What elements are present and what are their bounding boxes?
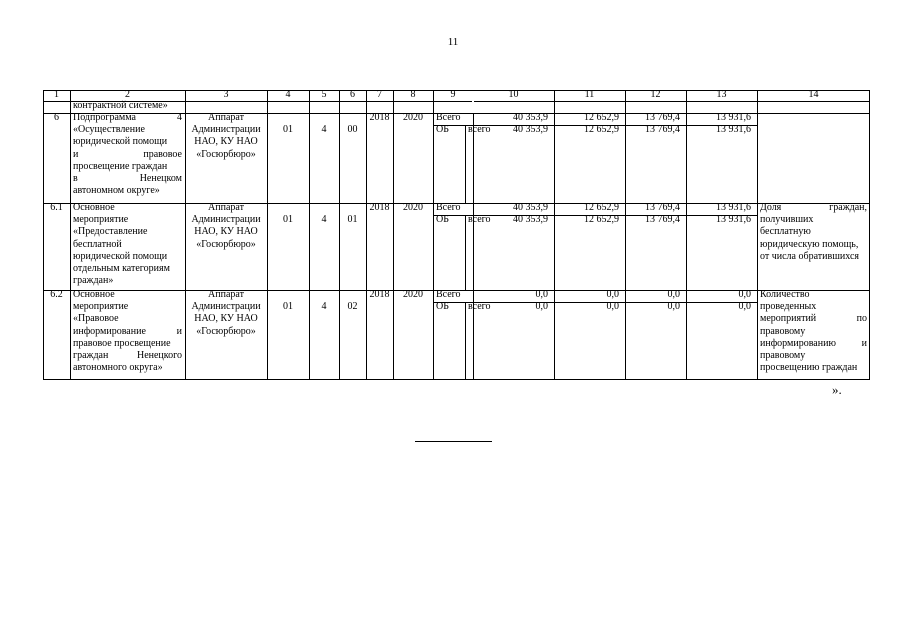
- measure-name-line: автономного округа»: [73, 362, 163, 374]
- amount-ob-col-10: 0,0: [535, 301, 548, 312]
- funding-total-label: Всего: [436, 289, 461, 300]
- amount-total-col-11: 12 652,9: [584, 112, 619, 123]
- measure-name-line: мероприятие: [73, 301, 129, 313]
- amount-total-col-10: 40 353,9: [513, 202, 548, 213]
- measure-name-line: граждан Ненецкого: [73, 350, 182, 361]
- measure-name-line: в Ненецком: [73, 173, 182, 184]
- amount-total-col-13: 13 931,6: [716, 202, 751, 213]
- code-section: 01: [283, 301, 293, 312]
- code-section: 01: [283, 124, 293, 135]
- indicator-line: Доля граждан,: [760, 202, 867, 213]
- header-col-4: 4: [285, 89, 291, 100]
- measure-name-line: юридической помощи: [73, 136, 168, 148]
- header-col-12: 12: [650, 89, 661, 100]
- funding-total-label: Всего: [436, 202, 461, 213]
- code-section: 01: [283, 214, 293, 225]
- code-measure: 01: [347, 214, 358, 225]
- executor-line: НАО, КУ НАО: [194, 313, 258, 325]
- code-measure: 00: [347, 124, 358, 135]
- amount-ob-col-13: 13 931,6: [716, 124, 751, 135]
- header-col-13: 13: [716, 89, 727, 100]
- closing-quote-mark: ».: [832, 382, 842, 397]
- measure-name-line: просвещение граждан: [73, 160, 168, 172]
- header-col-5: 5: [321, 89, 327, 100]
- amount-total-col-12: 0,0: [667, 289, 680, 300]
- indicator-line: Количество: [760, 289, 810, 300]
- amount-ob-col-13: 13 931,6: [716, 214, 751, 225]
- footer-separator-line: [415, 441, 492, 442]
- year-end: 2020: [403, 289, 423, 300]
- year-end: 2020: [403, 112, 423, 123]
- executor-line: «Госюрбюро»: [196, 325, 256, 337]
- executor-line: Администрации: [191, 124, 261, 136]
- indicator-line: бесплатную: [760, 226, 811, 238]
- amount-ob-col-11: 12 652,9: [584, 214, 619, 225]
- funding-source-label: ОБ: [436, 124, 449, 135]
- executor-line: Аппарат: [208, 289, 244, 300]
- measure-name-line: Основное: [73, 202, 115, 213]
- executor-line: «Госюрбюро»: [196, 238, 256, 250]
- executor-line: Аппарат: [208, 202, 244, 213]
- measure-name-line: «Предоставление: [73, 226, 148, 238]
- header-col-2: 2: [125, 89, 130, 100]
- funding-total-label: Всего: [436, 112, 461, 123]
- indicator-line: мероприятий по: [760, 313, 867, 325]
- row-number: 6: [54, 112, 59, 123]
- amount-total-col-11: 0,0: [606, 289, 619, 300]
- amount-ob-col-13: 0,0: [738, 301, 751, 312]
- indicator-line: просвещению граждан: [760, 362, 858, 374]
- measure-name-line: и правовое: [73, 148, 182, 160]
- measure-name-line: информирование и: [73, 325, 182, 337]
- indicator-line: проведенных: [760, 301, 817, 313]
- funding-source-label: ОБ: [436, 214, 449, 225]
- measure-name-line: бесплатной: [73, 238, 122, 250]
- code-measure: 02: [347, 301, 358, 312]
- amount-ob-col-11: 0,0: [606, 301, 619, 312]
- header-col-8: 8: [410, 89, 416, 100]
- amount-total-col-10: 40 353,9: [513, 112, 548, 123]
- executor-line: Администрации: [191, 301, 261, 313]
- indicator-line: получивших: [760, 214, 814, 226]
- amount-ob-col-10: 40 353,9: [513, 124, 548, 135]
- amount-ob-col-12: 13 769,4: [645, 214, 680, 225]
- header-col-14: 14: [808, 89, 819, 100]
- funding-source-label: ОБ: [436, 301, 449, 312]
- measure-name-line: Основное: [73, 289, 115, 300]
- header-col-6: 6: [350, 89, 355, 100]
- amount-ob-col-10: 40 353,9: [513, 214, 548, 225]
- measure-name-line: мероприятие: [73, 214, 129, 226]
- amount-ob-col-12: 0,0: [667, 301, 680, 312]
- header-col-9: 9: [450, 89, 456, 100]
- indicator-line: правовому: [760, 350, 806, 361]
- header-col-1: 1: [54, 89, 59, 100]
- header-col-11: 11: [584, 89, 595, 100]
- indicator-line: от числа обратившихся: [760, 250, 859, 262]
- amount-total-col-10: 0,0: [535, 289, 548, 300]
- code-subprogram: 4: [321, 214, 327, 225]
- measure-name-line: юридической помощи: [73, 250, 168, 262]
- amount-total-col-12: 13 769,4: [645, 202, 680, 213]
- indicator-line: информированию и: [760, 337, 867, 349]
- header-col-3: 3: [223, 89, 229, 100]
- funding-sub-label: всего: [468, 124, 491, 135]
- funding-sub-label: всего: [468, 301, 491, 312]
- code-subprogram: 4: [321, 301, 327, 312]
- amount-ob-col-12: 13 769,4: [645, 124, 680, 135]
- indicator-line: юридическую помощь,: [760, 238, 859, 250]
- program-table: [43, 90, 870, 380]
- measure-name-line: отдельным категориям: [73, 263, 170, 274]
- funding-sub-label: всего: [468, 214, 491, 225]
- page-number: 11: [447, 36, 459, 48]
- executor-line: Администрации: [191, 214, 261, 226]
- carry-over-text: контрактной системе»: [73, 100, 168, 111]
- amount-total-col-13: 0,0: [738, 289, 751, 300]
- header-col-7: 7: [377, 89, 382, 100]
- executor-line: Аппарат: [208, 112, 244, 123]
- amount-ob-col-11: 12 652,9: [584, 124, 619, 135]
- amount-total-col-11: 12 652,9: [584, 202, 619, 213]
- amount-total-col-13: 13 931,6: [716, 112, 751, 123]
- header-col-10: 10: [508, 89, 519, 100]
- indicator-line: правовому: [760, 325, 806, 337]
- measure-name-line: «Правовое: [73, 313, 119, 325]
- executor-line: НАО, КУ НАО: [194, 226, 258, 238]
- measure-name-line: автономном округе»: [73, 185, 160, 197]
- executor-line: НАО, КУ НАО: [194, 136, 258, 148]
- measure-name-line: граждан»: [73, 275, 114, 287]
- year-start: 2018: [369, 202, 390, 213]
- code-subprogram: 4: [321, 124, 327, 135]
- row-number: 6.2: [50, 289, 63, 300]
- amount-total-col-12: 13 769,4: [645, 112, 680, 123]
- measure-name-line: Подпрограмма 4: [73, 112, 182, 123]
- row-number: 6.1: [50, 202, 63, 213]
- measure-name-line: правовое просвещение: [73, 337, 171, 349]
- year-end: 2020: [403, 202, 423, 213]
- measure-name-line: «Осуществление: [73, 124, 145, 136]
- year-start: 2018: [369, 112, 390, 123]
- executor-line: «Госюрбюро»: [196, 148, 256, 160]
- year-start: 2018: [369, 289, 390, 300]
